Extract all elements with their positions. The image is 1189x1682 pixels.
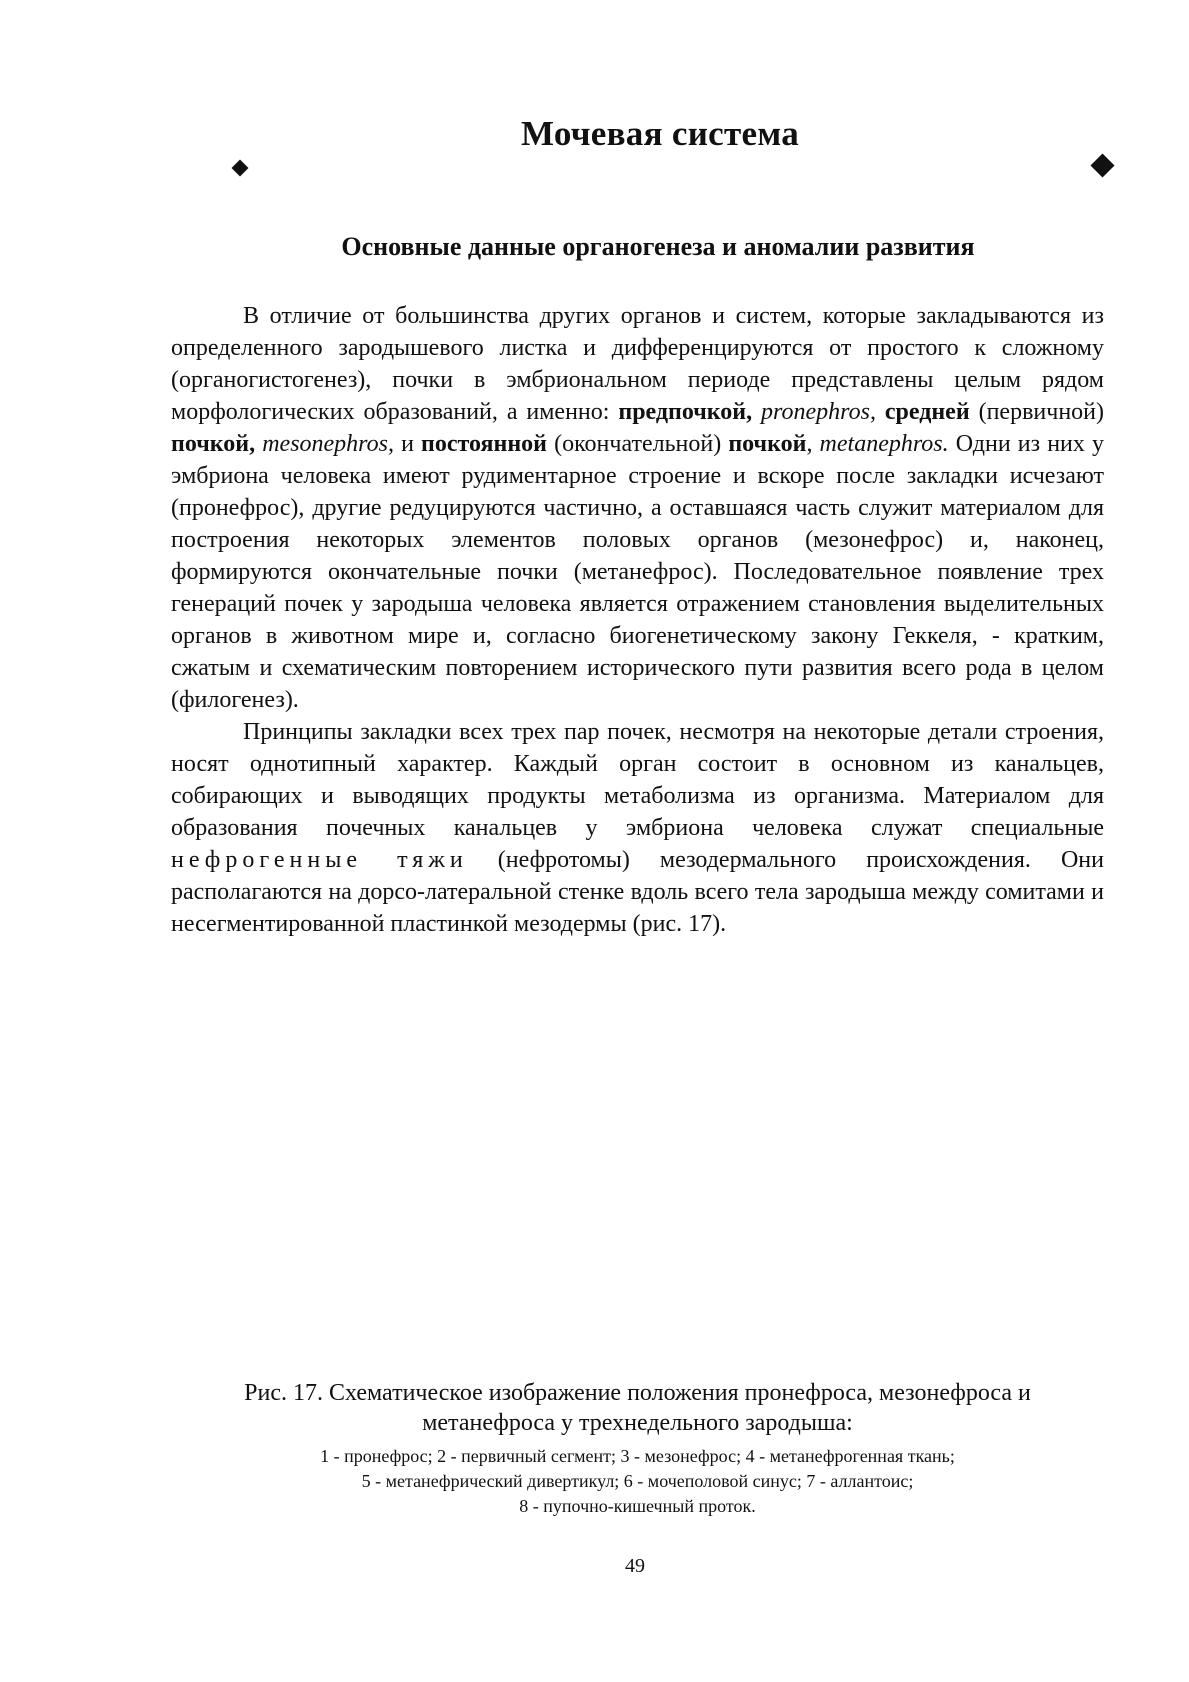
bold-term: предпочкой, — [618, 399, 753, 425]
figure-legend — [171, 1444, 1104, 1519]
figure-caption-block — [171, 1378, 1104, 1519]
caption-line-1: Рис. 17. Схематическое изображение положения пронефроса, мезонефроса и — [244, 1380, 1031, 1406]
text-span: (нефротомы) мезодермального происхождения. Они располагаются на дорсо-латеральной стенке вдоль всего тела зародыша между сомитами и несегментированной пластинкой мезодермы (рис. 17). — [171, 847, 1104, 937]
bold-term: почкой, — [171, 431, 256, 457]
legend-line-3: 8 - пупочно-кишечный проток. — [519, 1496, 756, 1516]
spaced-term: нефрогенные тяжи — [171, 847, 468, 873]
figure-caption — [171, 1378, 1104, 1438]
text-span — [752, 399, 761, 425]
page-number: 49 — [625, 1555, 645, 1577]
text-span — [876, 399, 885, 425]
latin-term: metanephros. — [819, 431, 949, 457]
bold-term: почкой — [728, 431, 807, 457]
left-diamond-ornament — [232, 160, 249, 177]
text-span: Одни из них у эмбриона человека имеют рудиментарное строение и вскоре после закладки исчезают (пронефрос), другие редуцируются частично, а оставшаяся часть служит материалом для построения некоторых элементов половых органов (мезонефрос) и, наконец, формируются окончательные почки (метанефрос). Последовательное появление трех генераций почек у зародыша человека является отражением становления выделительных органов в животном мире и, согласно биогенетическому закону Геккеля, - кратким, сжатым и схематическим повторением исторического пути развития всего рода в целом (филогенез). — [171, 431, 1104, 713]
body-text — [171, 300, 1104, 940]
text-span: Принципы закладки всех трех пар почек, несмотря на некоторые детали строения, носят однотипный характер. Каждый орган состоит в основном из канальцев, собирающих и выводящих продукты метаболизма из организма. Материалом для образования почечных канальцев у эмбриона человека служат специальные — [171, 719, 1104, 841]
right-diamond-ornament — [1090, 153, 1114, 177]
bold-term: средней — [884, 399, 970, 425]
text-span: (окончательной) — [547, 431, 729, 457]
legend-line-1: 1 - пронефрос; 2 - первичный сегмент; 3 - мезонефрос; 4 - метанефрогенная ткань; — [320, 1446, 955, 1466]
legend-line-2: 5 - метанефрический дивертикул; 6 - мочеполовой синус; 7 - аллантоис; — [361, 1471, 914, 1491]
latin-term: mesonephros, — [262, 431, 394, 457]
text-span: и — [393, 431, 422, 457]
text-span: , — [806, 431, 820, 457]
section-subtitle: Основные данные органогенеза и аномалии развития — [341, 232, 975, 261]
paragraph-1 — [171, 300, 1104, 716]
latin-term: pronephros, — [761, 399, 876, 425]
bold-term: постоянной — [421, 431, 547, 457]
text-span: В отличие от большинства других органов и систем, которые закладываются из определенного зародышевого листка и дифференцируются от простого к сложному (органогистогенез), почки в эмбриональном периоде представлены целым рядом морфологических образований, а именно: — [171, 303, 1104, 425]
caption-line-2: метанефроса у трехнедельного зародыша: — [422, 1410, 853, 1436]
paragraph-2 — [171, 716, 1104, 940]
text-span: (первичной) — [969, 399, 1105, 425]
page-title: Мочевая система — [520, 114, 800, 153]
